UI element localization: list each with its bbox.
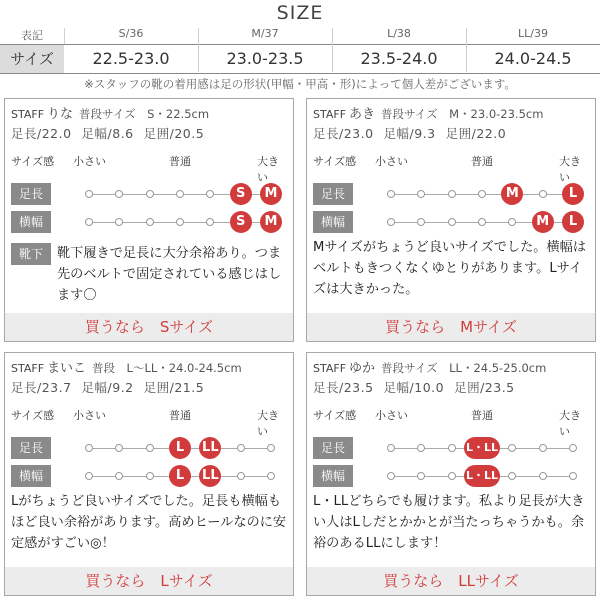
scale-dot bbox=[387, 190, 395, 198]
staff-tag: STAFF bbox=[11, 108, 45, 121]
size-mark: S bbox=[230, 183, 252, 205]
scale-row-label: 足長 bbox=[11, 437, 51, 459]
scale-dot bbox=[539, 444, 547, 452]
header-label: 表記 bbox=[21, 29, 43, 42]
scale-row-label: 足長 bbox=[313, 183, 353, 205]
size-mark: L bbox=[169, 465, 191, 487]
scale-dot bbox=[267, 444, 275, 452]
staff-card bbox=[306, 352, 596, 596]
recommendation: 買うなら LLサイズ bbox=[307, 567, 595, 595]
scale-normal: 普通 bbox=[471, 155, 493, 168]
scale-dot bbox=[387, 218, 395, 226]
scale-small: 小さい bbox=[375, 155, 408, 168]
usual-size: 普段サイズ S・22.5cm bbox=[79, 107, 210, 121]
scale-row-label: 足長 bbox=[313, 437, 353, 459]
scale-row-label: 足長 bbox=[11, 183, 51, 205]
size-mark: L bbox=[562, 211, 584, 233]
foot-width: 足幅/9.2 bbox=[81, 380, 134, 395]
scale-small: 小さい bbox=[73, 155, 106, 168]
usual-size: 普段サイズ LL・24.5-25.0cm bbox=[381, 361, 547, 375]
socks-label: 靴下 bbox=[11, 243, 51, 265]
scale-dot bbox=[146, 444, 154, 452]
scale-row-label: 横幅 bbox=[11, 211, 51, 233]
size-mark: L bbox=[169, 437, 191, 459]
scale-large: 大きい bbox=[559, 155, 581, 184]
staff-tag: STAFF bbox=[11, 362, 45, 375]
foot-width: 足幅/10.0 bbox=[383, 380, 445, 395]
scale-header bbox=[313, 407, 589, 438]
measurements bbox=[313, 378, 589, 396]
scale-large: 大きい bbox=[559, 409, 581, 438]
size-mark: LL bbox=[199, 465, 221, 487]
foot-width: 足幅/9.3 bbox=[383, 126, 436, 141]
scale-dot bbox=[478, 190, 486, 198]
usual-size: 普段サイズ M・23.0-23.5cm bbox=[381, 107, 544, 121]
size-cell-ll: 24.0-24.5 bbox=[494, 49, 572, 68]
staff-line bbox=[313, 357, 589, 375]
header-m: M/37 bbox=[251, 27, 279, 40]
measurements bbox=[11, 378, 287, 396]
header-ll: LL/39 bbox=[518, 27, 548, 40]
foot-girth: 足囲/20.5 bbox=[143, 126, 205, 141]
scale-small: 小さい bbox=[375, 409, 408, 422]
foot-length: 足長/22.0 bbox=[11, 126, 72, 141]
scale-label: サイズ感 bbox=[11, 155, 55, 168]
staff-comment: 靴下履きで足長に大分余裕あり。つま先のベルトで固定されている感じはします〇 bbox=[57, 246, 282, 303]
scale-dot bbox=[206, 218, 214, 226]
size-table-header bbox=[0, 26, 600, 43]
scale-dot bbox=[146, 472, 154, 480]
scale-small: 小さい bbox=[73, 409, 106, 422]
scale-dot bbox=[387, 444, 395, 452]
recommendation: 買うなら Sサイズ bbox=[5, 313, 293, 341]
scale-dot bbox=[85, 472, 93, 480]
scale-normal: 普通 bbox=[169, 409, 191, 422]
scale-normal: 普通 bbox=[471, 409, 493, 422]
scale-dot bbox=[448, 472, 456, 480]
scale-dot bbox=[115, 472, 123, 480]
foot-length: 足長/23.5 bbox=[313, 380, 374, 395]
scale-dot bbox=[115, 218, 123, 226]
scale-dot bbox=[115, 444, 123, 452]
foot-girth: 足囲/23.5 bbox=[454, 380, 515, 395]
scale-dot bbox=[569, 472, 577, 480]
size-mark: M bbox=[532, 211, 554, 233]
scale-dot bbox=[569, 444, 577, 452]
scale-dot bbox=[508, 472, 516, 480]
scale-dot bbox=[85, 190, 93, 198]
divider bbox=[64, 28, 65, 44]
scale-large: 大きい bbox=[257, 409, 279, 438]
size-mark: L bbox=[562, 183, 584, 205]
scale-dot bbox=[539, 190, 547, 198]
staff-line bbox=[11, 103, 287, 121]
staff-tag: STAFF bbox=[313, 362, 347, 375]
scale-label: サイズ感 bbox=[11, 409, 55, 422]
scale-dot bbox=[237, 444, 245, 452]
scale-dot bbox=[146, 190, 154, 198]
usual-size: 普段 L〜LL・24.0-24.5cm bbox=[92, 361, 242, 375]
scale-dot bbox=[387, 472, 395, 480]
scale-dot bbox=[448, 190, 456, 198]
page-title: SIZE bbox=[276, 2, 324, 24]
staff-comment: Mサイズがちょうど良いサイズでした。横幅はベルトもきつくなくゆとりがあります。Lサイズは大きかった。 bbox=[313, 240, 587, 297]
size-mark: L・LL bbox=[464, 465, 500, 487]
scale-dot bbox=[237, 472, 245, 480]
staff-name: ゆか bbox=[349, 361, 376, 376]
scale-dot bbox=[85, 218, 93, 226]
scale-label: サイズ感 bbox=[313, 409, 357, 422]
scale-dot bbox=[508, 218, 516, 226]
staff-card bbox=[306, 98, 596, 342]
size-mark: M bbox=[501, 183, 523, 205]
staff-comment: L・LLどちらでも履けます。私より足長が大きい人はLしだとかかとが当たっちゃうかも。余裕のあるLLにします！ bbox=[313, 494, 585, 551]
scale-large: 大きい bbox=[257, 155, 279, 184]
size-mark: LL bbox=[199, 437, 221, 459]
scale-dot bbox=[417, 444, 425, 452]
size-row-label: サイズ bbox=[0, 45, 64, 73]
size-table-row bbox=[0, 44, 600, 74]
scale-header bbox=[313, 153, 589, 184]
scale-row-label: 横幅 bbox=[313, 465, 353, 487]
staff-name: あき bbox=[349, 107, 376, 122]
recommendation: 買うなら Mサイズ bbox=[307, 313, 595, 341]
scale-row-label: 横幅 bbox=[313, 211, 353, 233]
staff-comment: Lがちょうど良いサイズでした。足長も横幅もほど良い余裕があります。高めヒールなのに安定感がすごい◎！ bbox=[11, 494, 287, 551]
size-cell-m: 23.0-23.5 bbox=[226, 49, 304, 68]
staff-tag: STAFF bbox=[313, 108, 347, 121]
scale-dot bbox=[417, 218, 425, 226]
scale-dot bbox=[448, 218, 456, 226]
foot-width: 足幅/8.6 bbox=[81, 126, 134, 141]
scale-normal: 普通 bbox=[169, 155, 191, 168]
divider bbox=[332, 28, 333, 72]
header-l: L/38 bbox=[387, 27, 411, 40]
measurements bbox=[313, 124, 589, 142]
scale-dot bbox=[206, 190, 214, 198]
size-mark: S bbox=[230, 211, 252, 233]
size-mark: M bbox=[260, 183, 282, 205]
size-cell-s: 22.5-23.0 bbox=[92, 49, 170, 68]
divider bbox=[466, 28, 467, 72]
header-s: S/36 bbox=[118, 27, 144, 40]
size-mark: L・LL bbox=[464, 437, 500, 459]
staff-card bbox=[4, 352, 294, 596]
scale-dot bbox=[267, 472, 275, 480]
size-cell-l: 23.5-24.0 bbox=[360, 49, 438, 68]
staff-line bbox=[11, 357, 287, 375]
foot-girth: 足囲/22.0 bbox=[445, 126, 507, 141]
fit-note: ※スタッフの靴の着用感は足の形状(甲幅・甲高・形)によって個人差がございます。 bbox=[84, 77, 516, 91]
scale-header bbox=[11, 153, 287, 184]
recommendation: 買うなら Lサイズ bbox=[5, 567, 293, 595]
staff-name: まいこ bbox=[47, 361, 87, 376]
scale-header bbox=[11, 407, 287, 438]
measurements bbox=[11, 124, 287, 142]
scale-label: サイズ感 bbox=[313, 155, 357, 168]
scale-dot bbox=[115, 190, 123, 198]
staff-name: りな bbox=[47, 107, 74, 122]
scale-dot bbox=[448, 444, 456, 452]
divider bbox=[198, 28, 199, 72]
foot-length: 足長/23.7 bbox=[11, 380, 72, 395]
staff-card bbox=[4, 98, 294, 342]
size-mark: M bbox=[260, 211, 282, 233]
scale-dot bbox=[146, 218, 154, 226]
scale-dot bbox=[176, 190, 184, 198]
foot-girth: 足囲/21.5 bbox=[143, 380, 205, 395]
scale-dot bbox=[85, 444, 93, 452]
scale-dot bbox=[417, 472, 425, 480]
scale-dot bbox=[417, 190, 425, 198]
foot-length: 足長/23.0 bbox=[313, 126, 374, 141]
scale-dot bbox=[478, 218, 486, 226]
scale-dot bbox=[539, 472, 547, 480]
scale-dot bbox=[176, 218, 184, 226]
scale-row-label: 横幅 bbox=[11, 465, 51, 487]
staff-line bbox=[313, 103, 589, 121]
scale-dot bbox=[508, 444, 516, 452]
